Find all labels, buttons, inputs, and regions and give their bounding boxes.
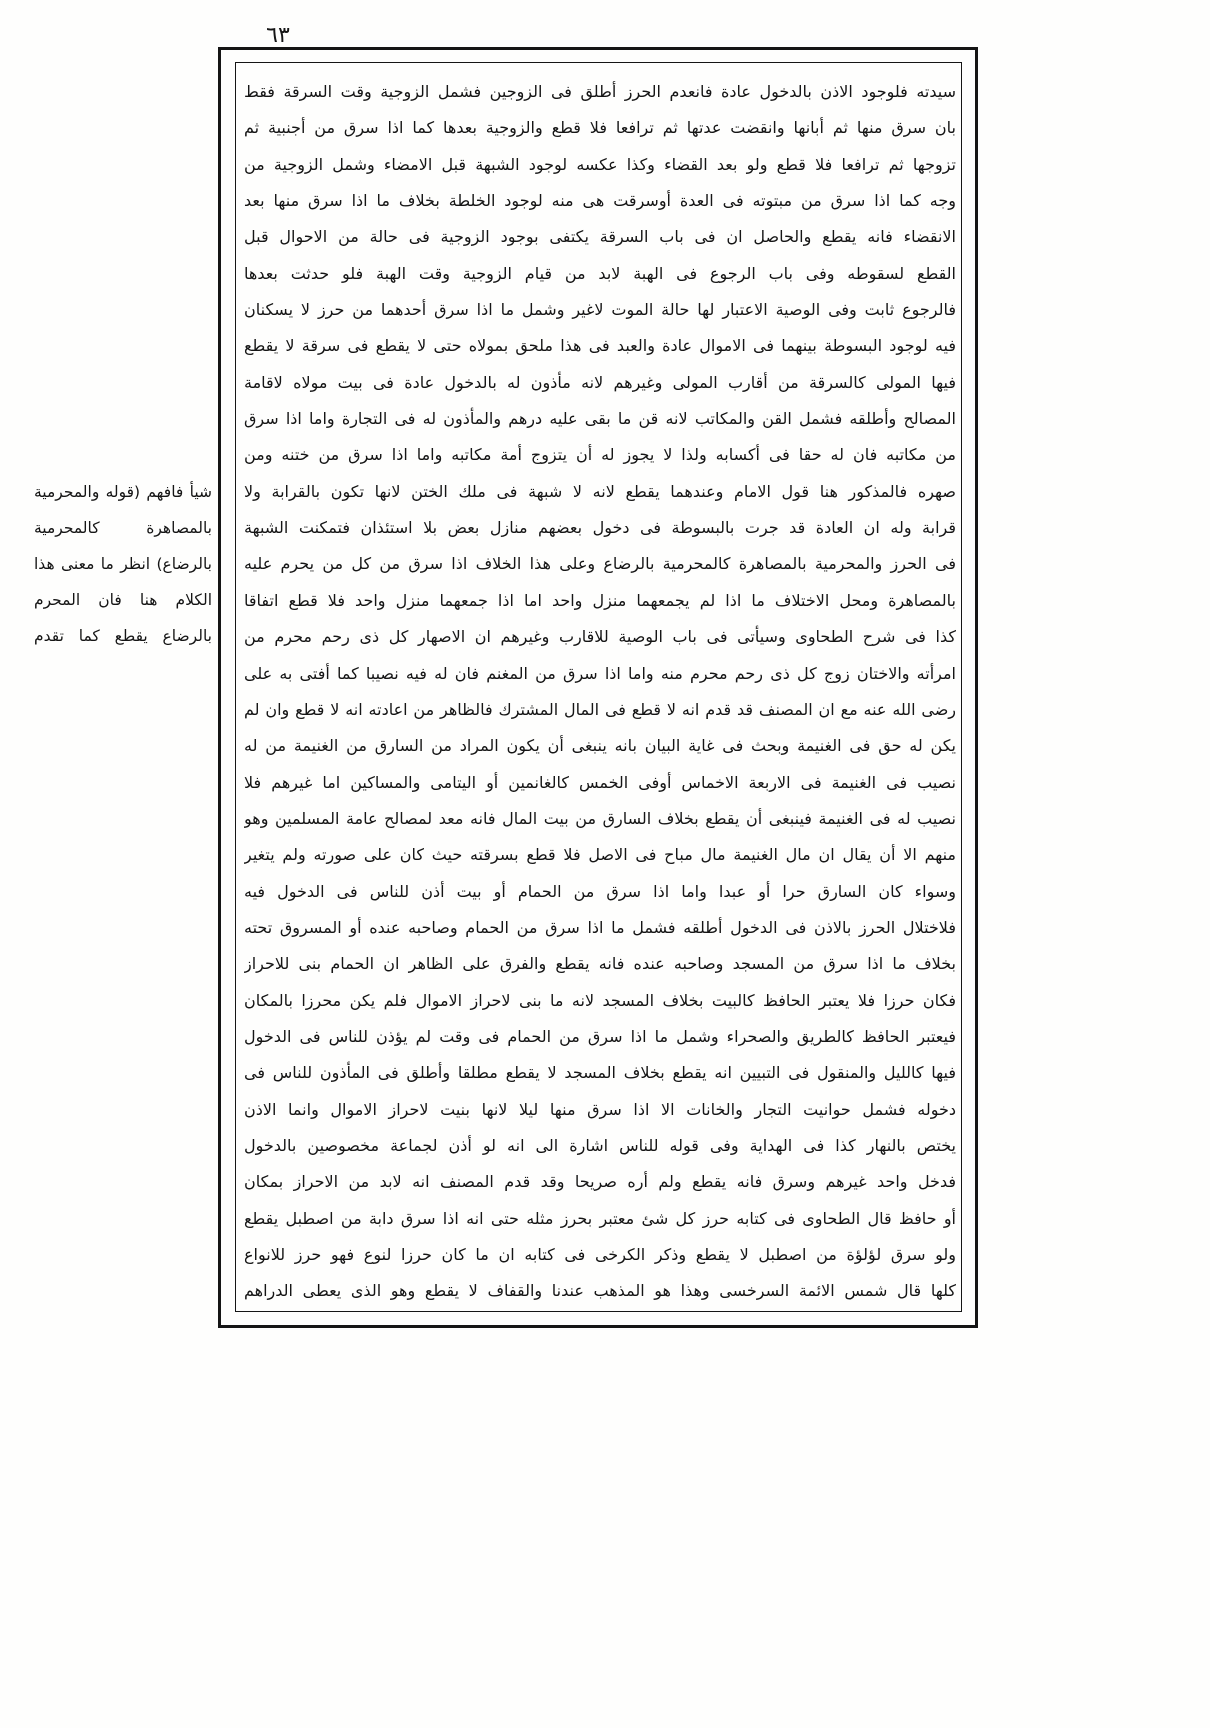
text-line: يكن له حق فى الغنيمة وبحث فى غاية البيان بانه ينبغى أن يكون المراد من السارق من الغنيمة من له bbox=[244, 736, 956, 756]
margin-note-line: بالمصاهرة كالمحرمية bbox=[34, 519, 212, 537]
text-line: بخلاف ما اذا سرق من المسجد وصاحبه عنده فانه يقطع والفرق على الظاهر ان الحمام بنى للاحراز bbox=[244, 954, 956, 974]
text-line: رضى الله عنه مع ان المصنف قد قدم انه لا قطع فى المال المشترك فالظاهر من اعادته انه لا قطع وان لم bbox=[244, 699, 956, 719]
text-line: أو حافظ قال الطحاوى فى كتابه حرز كل شئ معتبر بحرز مثله حتى انه اذا سرق دابة من اصطبل يقطع bbox=[244, 1208, 956, 1228]
text-line: من مكاتبه فان له حقا فى أكسابه ولذا لا يجوز له أن يتزوج أمة مكاتبه واما اذا سرق من ختنه ومن bbox=[244, 445, 956, 465]
text-line: بان سرق منها ثم أبانها وانقضت عدتها ثم ترافعا فلا قطع والزوجية بعدها كما اذا سرق من أجنبية ثم bbox=[244, 118, 956, 138]
text-line: ولو سرق لؤلؤة من اصطبل لا يقطع وذكر الكرخى فى كتابه ان ما كان حرزا لنوع فهو حرز للانواع bbox=[244, 1245, 956, 1264]
margin-note-line: بالرضاع) انظر ما معنى هذا bbox=[34, 555, 212, 573]
text-line: بالمصاهرة ومحل الاختلاف ما اذا لم يجمعهما منزل واحد اما اذا جمعهما منزل واحد فلا قطع اتفاقا bbox=[244, 590, 956, 610]
margin-note bbox=[34, 474, 212, 654]
text-line: امرأته والاختان زوج كل ذى رحم محرم منه واما اذا سرق من المغنم فان له فيه نصيبا كما أفتى به على bbox=[244, 663, 956, 683]
text-line: وسواء كان السارق حرا أو عبدا واما اذا سرق من الحمام أو بيت أذن للناس فى الدخول فيه bbox=[244, 881, 956, 901]
page-number: ٦٣ bbox=[266, 23, 290, 48]
margin-note-line: الكلام هنا فان المحرم bbox=[34, 591, 212, 609]
text-line: سيدته فلوجود الاذن بالدخول عادة فانعدم الحرز أطلق فى الزوجين فشمل الزوجية وقت السرقة فقط bbox=[244, 82, 956, 101]
text-line: دخوله فشمل حوانيت التجار والخانات الا اذا سرق منها ليلا لانها بنيت لاحراز الاموال وانما الاذن bbox=[244, 1099, 956, 1119]
text-line: صهره فالمذكور هنا قول الامام وعندهما يقطع لانه لا شبهة فى ملك الختن لانها تكون بالقرابة ولا bbox=[244, 481, 956, 501]
text-line: نصيب فى الغنيمة فى الاربعة الاخماس أوفى الخمس كالغانمين أو اليتامى والمساكين اما غيرهم فلا bbox=[244, 772, 956, 792]
text-line: منهم الا أن يقال ان مال الغنيمة مال مباح فى الاصل فلا قطع بسرقته حيث كان على صورته ولم يتغير bbox=[244, 845, 956, 865]
text-line: وجه كما اذا سرق من مبتوته فى العدة أوسرقت هى منه لوجود الخلطة بخلاف ما اذا سرق منها بعد bbox=[244, 191, 956, 211]
text-line: كلها قال شمس الائمة السرخسى وهذا هو المذهب عندنا والقفاف لا يقطع وهو الذى يعطى الدراهم bbox=[244, 1281, 956, 1301]
text-line: فلاختلال الحرز بالاذن فى الدخول أطلقه فشمل ما اذا سرق من الحمام وصاحبه عنده أو المسروق تحته bbox=[244, 917, 956, 937]
text-line: كذا فى شرح الطحاوى وسيأتى فى باب الوصية للاقارب وغيرهم ان الاصهار كل ذى رحم محرم من bbox=[244, 627, 956, 647]
text-line: فدخل واحد غيرهم وسرق فانه يقطع ولم أره صريحا وقد قدم المصنف انه لابد من الاحراز بمكان bbox=[244, 1172, 956, 1192]
text-line: فيعتبر الحافظ كالطريق والصحراء وشمل ما اذا سرق من الحمام فى وقت لم يؤذن للناس فى الدخول bbox=[244, 1026, 956, 1046]
text-line: تزوجها ثم ترافعا فلا قطع ولو بعد القضاء وكذا عكسه لوجود الشبهة قبل الامضاء وشمل الزوجية من bbox=[244, 154, 956, 174]
text-line: نصيب له فى الغنيمة فينبغى أن يقطع بخلاف السارق من بيت المال فانه معد لمصالح عامة المسلمين وهو bbox=[244, 808, 956, 828]
text-line: فيه لوجود البسوطة بينهما فى الاموال عادة والعبد فى هذا ملحق بمولاه حتى لا يقطع فى سرقة لا يقطع bbox=[244, 336, 956, 356]
margin-note-line: بالرضاع يقطع كما تقدم bbox=[34, 627, 212, 645]
text-line: قرابة وله ان العادة قد جرت بالبسوطة فى دخول بعضهم منازل بعض بلا استئذان فتمكنت الشبهة bbox=[244, 518, 956, 538]
margin-note-line: شيأ فافهم (قوله والمحرمية bbox=[34, 483, 212, 501]
text-line: فى الحرز والمحرمية بالمصاهرة كالمحرمية بالرضاع وعلى هذا الخلاف اذا سرق من كل من يحرم عليه bbox=[244, 554, 956, 574]
text-line: المصالح وأطلقه فشمل القن والمكاتب لانه قن ما بقى عليه درهم والمأذون له فى التجارة واما اذا سرق bbox=[244, 409, 956, 429]
main-text-block bbox=[244, 74, 956, 1310]
text-line: فيها المولى كالسرقة من أقارب المولى وغيرهم لانه مأذون له بالدخول عادة فى بيت مولاه لاقامة bbox=[244, 372, 956, 392]
text-line: فيها كالليل والمنقول فى التبيين انه يقطع بخلاف المسجد لا يقطع مطلقا وأطلق فى المأذون للناس فى bbox=[244, 1063, 956, 1083]
text-line: يختص بالنهار كذا فى الهداية وفى قوله للناس اشارة الى انه لو أذن لجماعة مخصوصين بالدخول bbox=[244, 1135, 956, 1155]
text-line: فكان حرزا فلا يعتبر الحافظ كالبيت بخلاف المسجد لانه ما بنى لاحراز الاموال فلم يكن محرزا بالمكان bbox=[244, 990, 956, 1010]
text-line: القطع لسقوطه وفى باب الرجوع فى الهبة لابد من قيام الزوجية وقت الهبة فلو حدثت بعدها bbox=[244, 263, 956, 283]
text-line: فالرجوع ثابت وفى الوصية الاعتبار لها حالة الموت لاغير وشمل ما اذا سرق أحدهما من حرز لا يسكنان bbox=[244, 300, 956, 320]
text-line: الانقضاء فانه يقطع والحاصل ان فى باب السرقة يكتفى بوجود الزوجية فى حالة من الاحوال قبل bbox=[244, 227, 956, 247]
